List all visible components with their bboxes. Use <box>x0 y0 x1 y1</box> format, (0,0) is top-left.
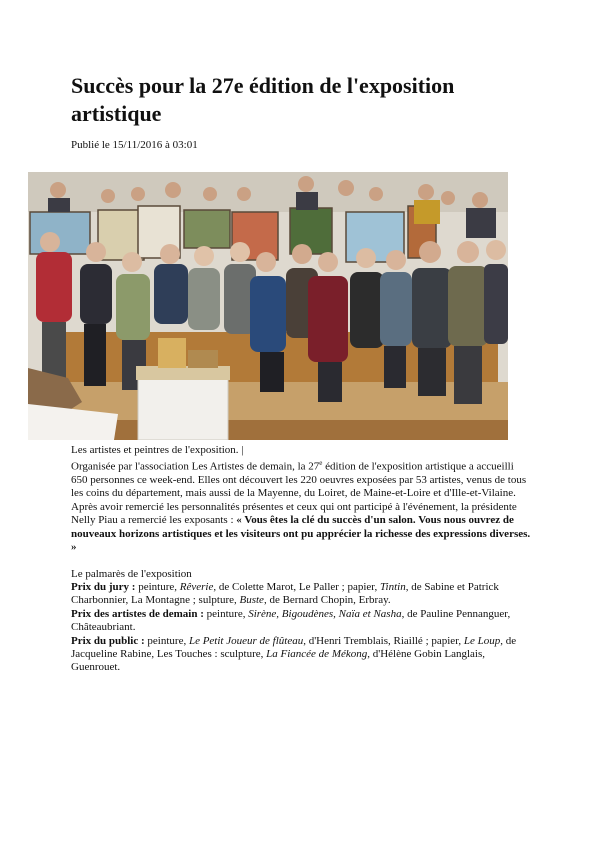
group-photo <box>28 172 508 440</box>
photo-caption: Les artistes et peintres de l'exposition. | <box>71 444 244 456</box>
prize-text: , de Pauline Pennanguer, Châteaubriant. <box>71 607 511 634</box>
prize-public-label: Prix du public : <box>71 634 145 647</box>
work-title: Le Petit Joueur de flûteau <box>188 634 304 647</box>
prize-text: , de Colette Marot, Le Paller ; papier, <box>213 580 381 593</box>
intro-superscript: e <box>319 459 323 467</box>
intro-text-b: édition de l'exposition artistique a accueilli 650 personnes ce week-end. Elles ont découvert les 220 oeuvres exposées par 53 artistes, venus de tous les coins du département, mais aussi de la Mayenne, du Loiret, de Maine-et-Loire et d'Ille-et-Vilaine. <box>71 460 527 500</box>
prize-text: , de Jacqueline Rabine, Les Touches : sculpture, <box>71 634 517 660</box>
speech-quote: « Vous êtes la clé du succès d'un salon. Vous nous ouvrez de nouveaux horizons artistiques et les visiteurs ont pu apprécier la richesse des expressions diverses. » <box>71 514 531 554</box>
work-title: Tintin <box>380 580 406 593</box>
intro-text-a: Organisée par l'association Les Artistes de demain, la 27 <box>71 460 320 473</box>
work-title: Rêverie <box>179 580 214 593</box>
paragraph-speech <box>71 501 531 555</box>
article-title: Succès pour la 27e édition de l'exposition artistique <box>71 73 455 126</box>
speech-text: Après avoir remercié les personnalités présentes et ceux qui ont participé à l'événement, la présidente Nelly Piau a remercié les exposants : <box>71 500 517 527</box>
prize-text: , de Sabine et Patrick Charbonnier, La Montagne ; sulpture, <box>71 580 499 607</box>
work-title: Le Loup <box>463 634 501 647</box>
prize-text: peinture, <box>135 580 180 593</box>
prize-text: peinture, <box>203 607 249 620</box>
prize-artistes-label: Prix des artistes de demain : <box>71 607 204 620</box>
prize-jury-label: Prix du jury : <box>71 580 136 593</box>
prize-jury <box>71 581 531 608</box>
work-title: Buste <box>239 594 264 607</box>
palmares-heading: Le palmarès de l'exposition <box>71 567 192 580</box>
prize-text: , d'Henri Tremblais, Riaillé ; papier, <box>303 634 464 647</box>
prize-artistes <box>71 608 531 635</box>
prize-text: , d'Hélène Gobin Langlais, Guenrouet. <box>71 647 486 674</box>
work-title: Sirène, Bigoudènes, Naïa et Nasha <box>248 607 402 620</box>
prize-text: peinture, <box>144 634 189 647</box>
work-title: La Fiancée de Mékong <box>266 647 368 660</box>
article-body <box>71 457 531 675</box>
paragraph-intro <box>71 457 531 501</box>
publication-date: Publié le 15/11/2016 à 03:01 <box>71 139 198 151</box>
prize-text: , de Bernard Chopin, Erbray. <box>263 594 391 607</box>
prize-public <box>71 635 531 675</box>
